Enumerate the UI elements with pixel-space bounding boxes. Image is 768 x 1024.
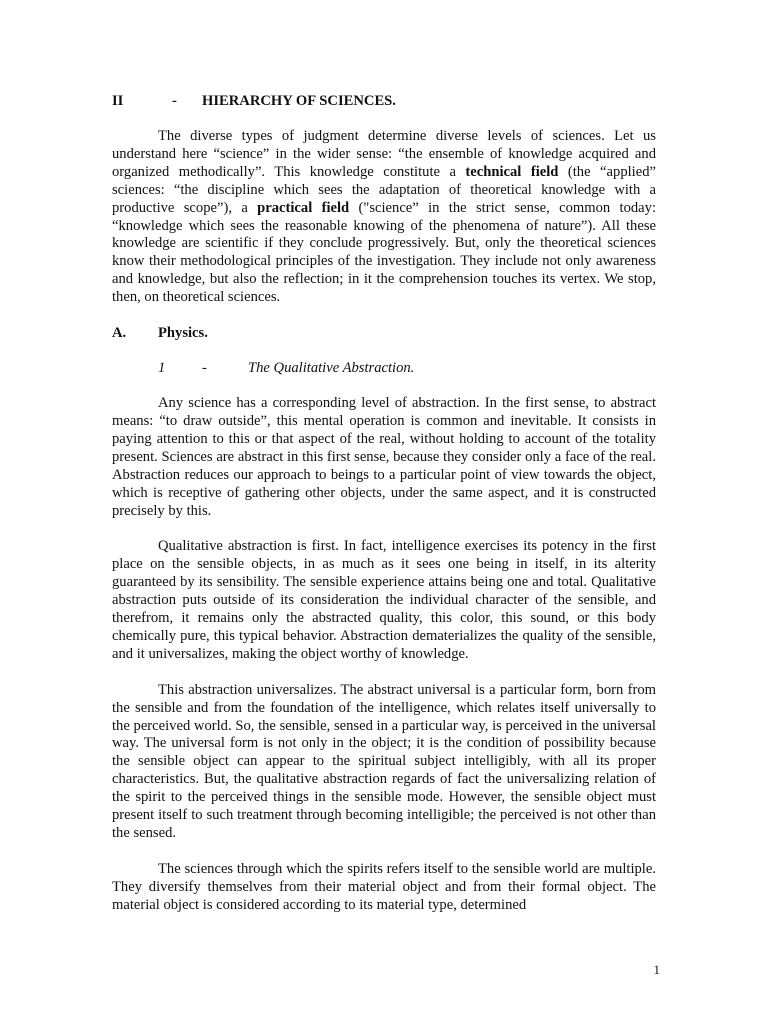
technical-field-term: technical field bbox=[465, 163, 559, 180]
chapter-number: II bbox=[112, 93, 124, 109]
section-letter: A. bbox=[112, 325, 127, 342]
body-paragraph: Qualitative abstraction is first. In fact, intelligence exercises its potency in the first place on the sensible objects, in as much as it sees one being in itself, in its alterity guaranteed by its sensibility. The sensible experience attains being one and total. Qualitative abstraction puts outside of its consideration the individual character of the sensible, and therefrom, it remains only the abstracted quality, this color, this sound, or this body chemically pure, this typical behavior. Abstraction dematerializes the quality of the sensible, and it universalizes, making the object worthy of knowledge. bbox=[112, 538, 656, 662]
practical-field-term: practical field bbox=[257, 199, 350, 216]
intro-text-1: The diverse types of judgment determine diverse levels of sciences. Let us understand here “science” in the wider sense: “the ensemble of knowledge acquired and organized methodically”. This knowledge constitute a bbox=[112, 128, 656, 180]
section-heading bbox=[112, 325, 656, 343]
subsection-dash: - bbox=[202, 360, 207, 377]
chapter-dash: - bbox=[172, 93, 177, 109]
document-page bbox=[112, 93, 656, 933]
intro-paragraph bbox=[112, 128, 656, 307]
intro-text-3: ("science” in the strict sense, common today: “knowledge which sees the reasonable knowing of the phenomena of nature”). All these knowledge are scientific if they conclude progressively. But, only the theoretical sciences know their methodological principles of the investigation. They include not only awareness and knowledge, but also the reflection; in it the comprehension touches its vertex. We stop, then, on theoretical sciences. bbox=[112, 199, 656, 306]
section-title: Physics. bbox=[158, 325, 208, 342]
chapter-title: HIERARCHY OF SCIENCES. bbox=[202, 93, 396, 109]
chapter-heading bbox=[112, 93, 656, 111]
body-paragraph: This abstraction universalizes. The abstract universal is a particular form, born from the sensible and from the foundation of the intelligence, which relates itself universally to the perceived world. So, the sensible, sensed in a particular way, is perceived in the universal way. The universal form is not only in the object; it is the condition of possibility because the sensible object can appear to the spiritual subject intelligibly, with all its proper characteristics. But, the qualitative abstraction regards of fact the universalizing relation of the spirit to the perceived things in the sensible mode. However, the sensible object must present itself to such treatment through becoming intelligible; the perceived is not other than the sensed. bbox=[112, 681, 656, 841]
subsection-title: The Qualitative Abstraction. bbox=[248, 360, 415, 377]
body-paragraph: The sciences through which the spirits refers itself to the sensible world are multiple. They diversify themselves from their material object and from their formal object. The material object is considered according to its material type, determined bbox=[112, 860, 656, 913]
body-paragraph: Any science has a corresponding level of abstraction. In the first sense, to abstract means: “to draw outside”, this mental operation is common and inevitable. It consists in paying attention to this or that aspect of the real, without holding to account of the totality present. Sciences are abstract in this first sense, because they consider only a face of the real. Abstraction reduces our approach to beings to a particular point of view towards the object, which is receptive of gathering other objects, under the same aspect, and it is constructed precisely by this. bbox=[112, 395, 656, 519]
subsection-number: 1 bbox=[158, 360, 166, 377]
page-number: 1 bbox=[653, 962, 660, 977]
intro-text-2: (the “applied” sciences: “the discipline which sees the adaptation of theoretical knowledge with a productive scope”), a bbox=[112, 163, 656, 216]
subsection-heading bbox=[112, 360, 656, 378]
